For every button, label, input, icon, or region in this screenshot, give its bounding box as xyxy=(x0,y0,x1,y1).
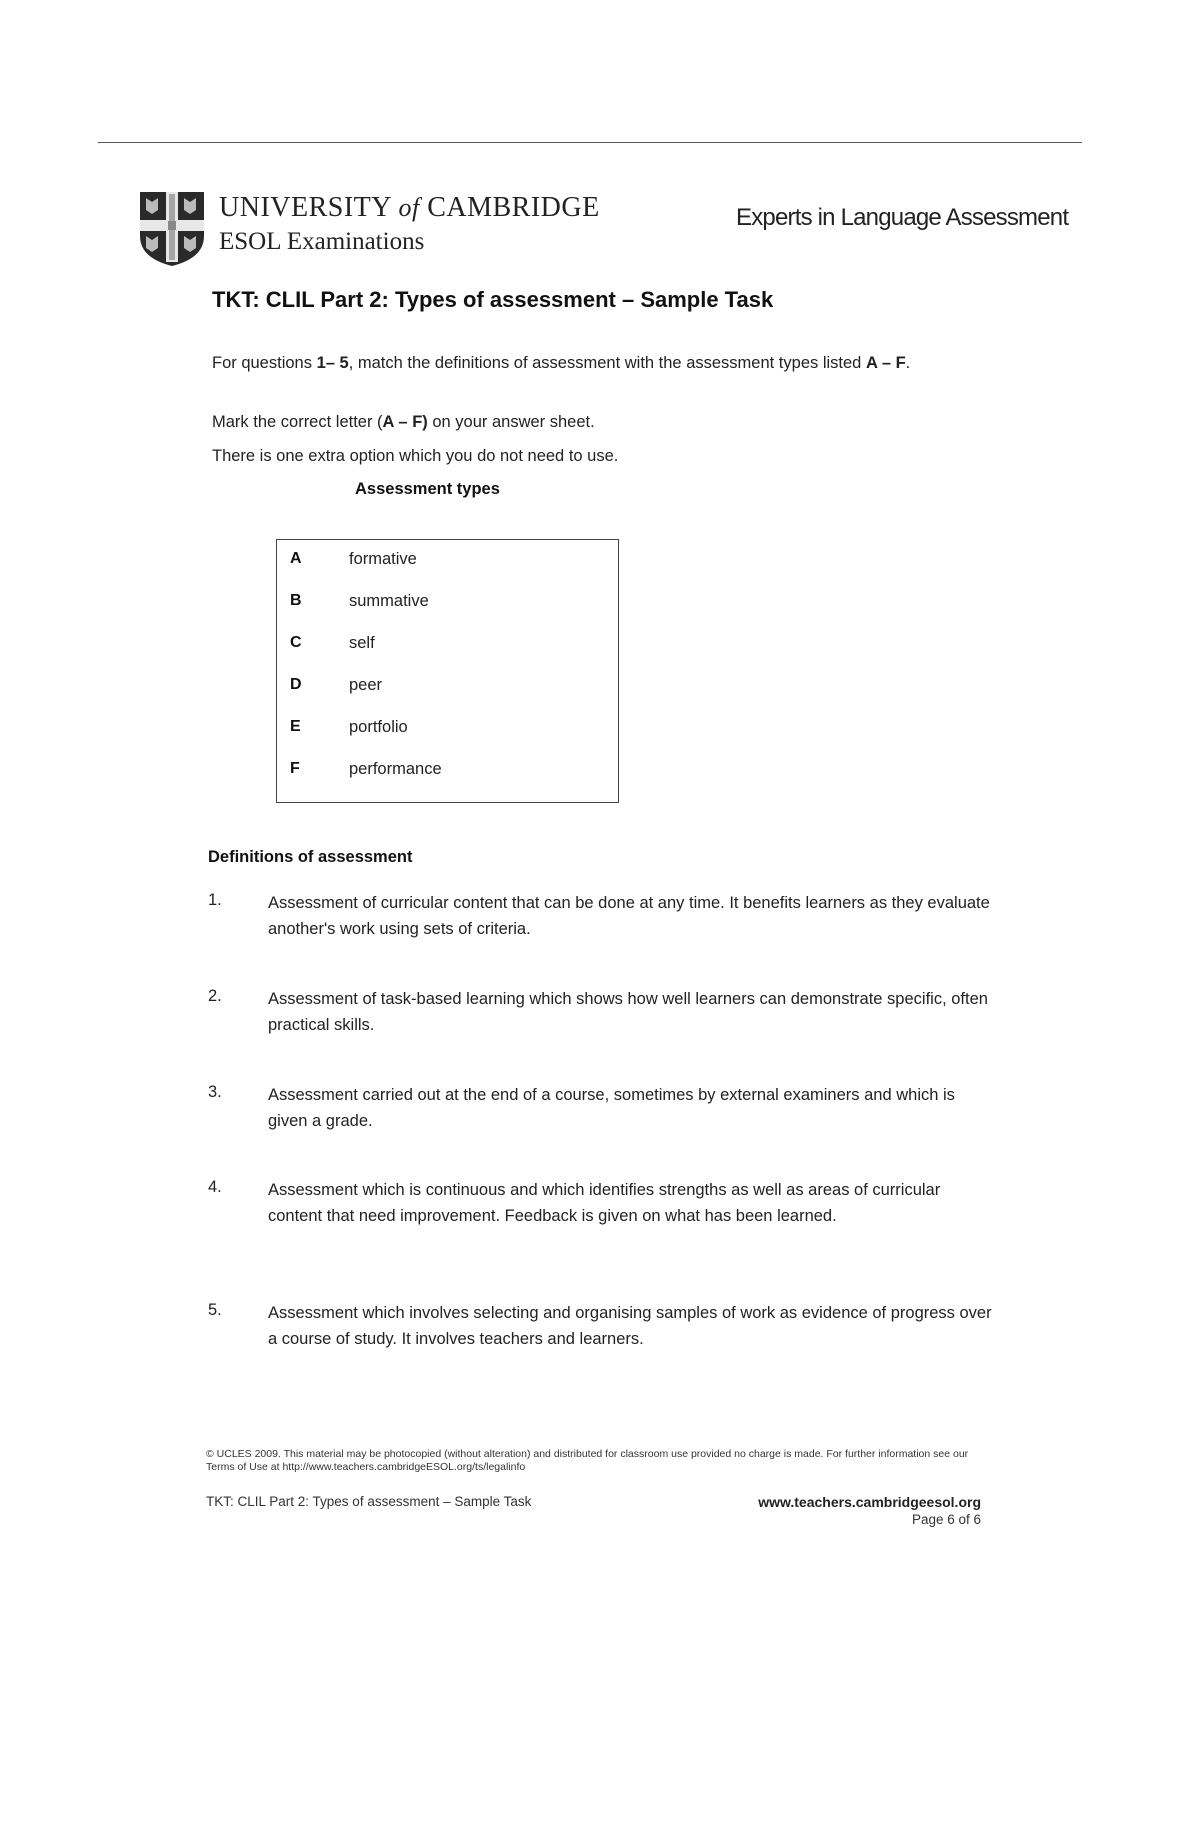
type-row xyxy=(277,718,618,742)
instruction-extra-option: There is one extra option which you do not need to use. xyxy=(212,447,619,465)
definition-text: Assessment of curricular content that can be done at any time. It benefits learners as they evaluate another's work using sets of criteria. xyxy=(268,894,990,938)
definition-number: 4. xyxy=(208,1178,222,1196)
page-number: Page 6 of 6 xyxy=(911,1512,981,1527)
type-name: peer xyxy=(349,676,383,694)
cambridge-crest-icon xyxy=(138,190,206,268)
type-name: formative xyxy=(349,550,417,568)
definition-number: 2. xyxy=(208,987,222,1005)
type-letter: D xyxy=(290,676,302,693)
tagline: Experts in Language Assessment xyxy=(736,204,1069,231)
instruction-match: For questions 1– 5, match the definitions of assessment with the assessment types listed A – F. xyxy=(212,354,911,372)
footer-document-name: TKT: CLIL Part 2: Types of assessment – Sample Task xyxy=(206,1494,532,1509)
type-row xyxy=(277,634,618,658)
page-title: TKT: CLIL Part 2: Types of assessment – Sample Task xyxy=(212,287,774,312)
type-row xyxy=(277,760,618,784)
type-letter: F xyxy=(290,760,300,777)
definition-number: 1. xyxy=(208,891,222,909)
type-letter: C xyxy=(290,634,302,651)
definition-text: Assessment which is continuous and which identifies strengths as well as areas of curricular content that need improvement. Feedback is given on what has been learned. xyxy=(268,1181,941,1225)
type-name: summative xyxy=(349,592,429,610)
definition-text: Assessment which involves selecting and organising samples of work as evidence of progress over a course of study. It involves teachers and learners. xyxy=(268,1304,992,1348)
type-name: self xyxy=(349,634,375,652)
footer-website-link[interactable]: www.teachers.cambridgeesol.org xyxy=(758,1494,981,1510)
instruction-mark-letter: Mark the correct letter (A – F) on your answer sheet. xyxy=(212,413,595,431)
definition-text: Assessment carried out at the end of a course, sometimes by external examiners and which is given a grade. xyxy=(268,1086,955,1130)
header-divider xyxy=(98,142,1082,143)
definition-number: 5. xyxy=(208,1301,222,1319)
type-row xyxy=(277,676,618,700)
type-name: portfolio xyxy=(349,718,408,736)
esol-examinations-label: ESOL Examinations xyxy=(219,228,425,255)
type-name: performance xyxy=(349,760,442,778)
definition-text: Assessment of task-based learning which shows how well learners can demonstrate specific, often practical skills. xyxy=(268,990,988,1034)
type-letter: E xyxy=(290,718,301,735)
university-name: UNIVERSITY of CAMBRIDGE xyxy=(219,192,600,223)
type-row xyxy=(277,550,618,574)
copyright-notice: © UCLES 2009. This material may be photocopied (without alteration) and distributed for classroom use provided no charge is made. For further information see our Terms of Use at http://www.teachers.cambridgeESOL.org/ts/legalinfo xyxy=(206,1448,969,1473)
definitions-heading: Definitions of assessment xyxy=(208,848,413,866)
assessment-types-heading: Assessment types xyxy=(355,480,500,498)
definition-number: 3. xyxy=(208,1083,222,1101)
type-letter: B xyxy=(290,592,302,609)
type-letter: A xyxy=(290,550,302,567)
type-row xyxy=(277,592,618,616)
assessment-types-box xyxy=(276,539,619,803)
